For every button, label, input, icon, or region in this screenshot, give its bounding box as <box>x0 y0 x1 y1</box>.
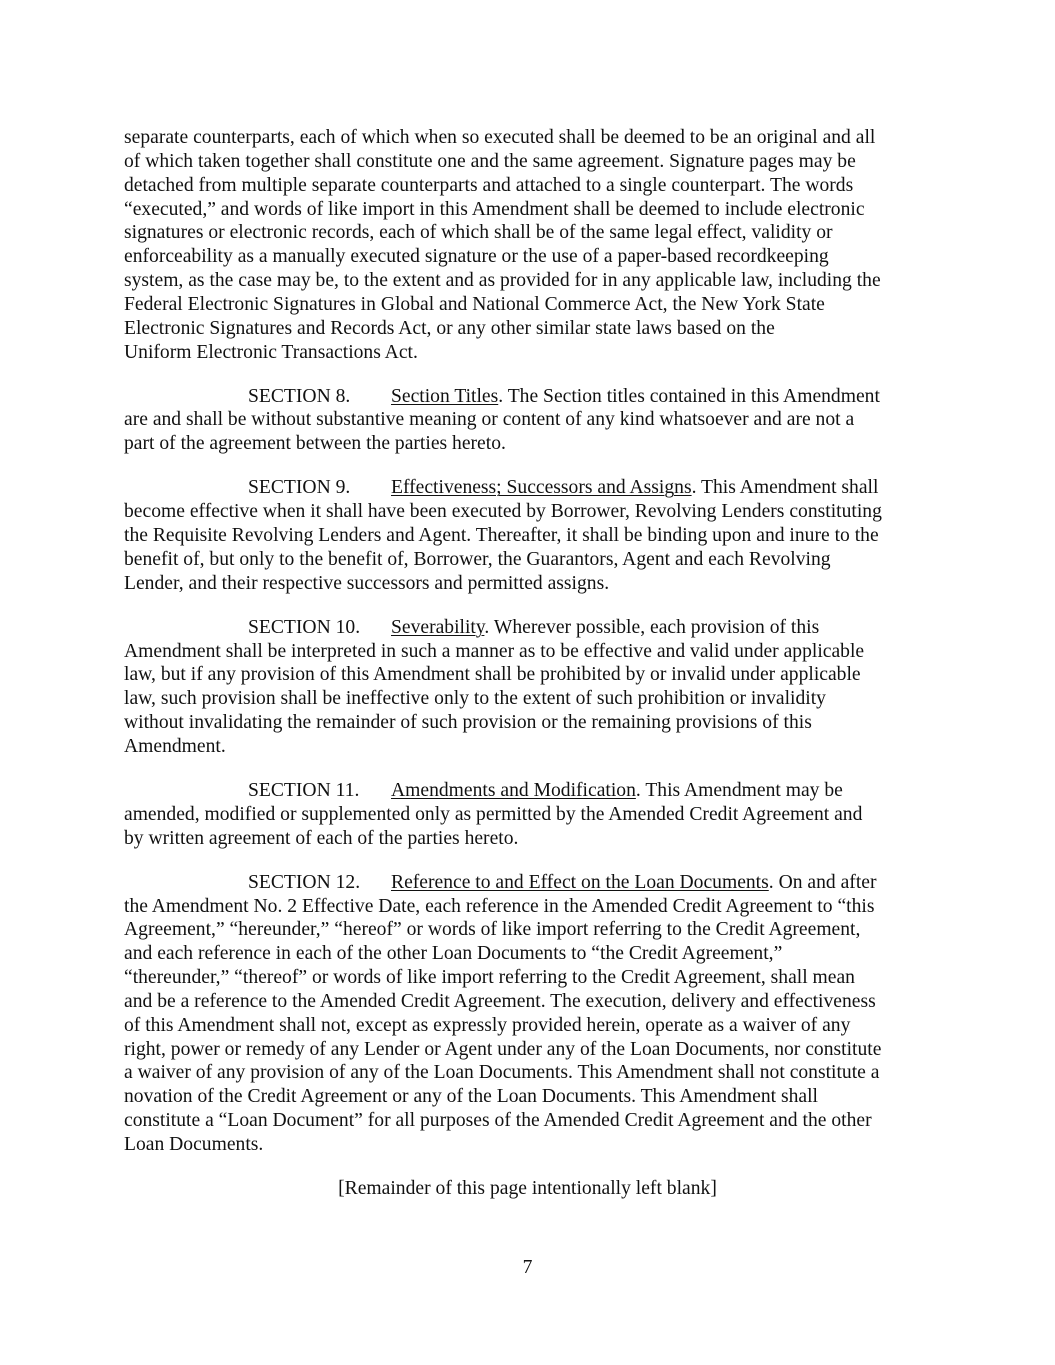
text-line: by written agreement of each of the parties hereto. <box>124 827 519 849</box>
text-line: constitute a “Loan Document” for all purposes of the Amended Credit Agreement and the other <box>124 1110 872 1132</box>
text-line: Electronic Signatures and Records Act, or any other similar state laws based on the <box>124 317 775 339</box>
text-line: Federal Electronic Signatures in Global and National Commerce Act, the New York State <box>124 293 825 315</box>
text-line: the Amendment No. 2 Effective Date, each reference in the Amended Credit Agreement to “this <box>124 895 875 917</box>
text-line: of which taken together shall constitute one and the same agreement. Signature pages may be <box>124 150 856 172</box>
text-line: Amendment. <box>124 735 226 757</box>
section-heading-text <box>391 476 878 500</box>
section-first-line-text: . This Amendment may be <box>635 780 843 801</box>
text-line: the Requisite Revolving Lenders and Agent. Thereafter, it shall be binding upon and inure to the <box>124 525 879 547</box>
text-line: of this Amendment shall not, except as expressly provided herein, operate as a waiver of any <box>124 1014 851 1036</box>
section-number: SECTION 11. <box>248 780 360 801</box>
section-number: SECTION 9. <box>248 477 351 499</box>
sections-container <box>124 385 936 1157</box>
page-number: 7 <box>522 1257 533 1278</box>
text-line: novation of the Credit Agreement or any of the Loan Documents. This Amendment shall <box>124 1086 818 1108</box>
section-heading-text <box>391 779 843 803</box>
text-line: a waiver of any provision of any of the Loan Documents. This Amendment shall not constitute a <box>124 1062 880 1084</box>
section-number: SECTION 12. <box>248 871 361 893</box>
intro-paragraph <box>124 126 936 364</box>
text-line: become effective when it shall have been executed by Borrower, Revolving Lenders constituting <box>124 501 882 523</box>
section-title: Amendments and Modification <box>391 780 636 801</box>
text-line: Amendment shall be interpreted in such a manner as to be effective and valid under applicable <box>124 640 865 662</box>
text-line: Uniform Electronic Transactions Act. <box>124 341 418 363</box>
section-paragraph <box>124 871 936 1157</box>
section-heading-text <box>391 616 819 640</box>
section-first-line-text: . Wherever possible, each provision of this <box>484 616 820 638</box>
text-line: Lender, and their respective successors and permitted assigns. <box>124 572 610 594</box>
text-line: Agreement,” “hereunder,” “hereof” or words of like import referring to the Credit Agreement, <box>124 919 861 941</box>
text-line: signatures or electronic records, each of which shall be of the same legal effect, validity or <box>124 222 833 244</box>
section-heading-line <box>124 779 936 803</box>
text-line: system, as the case may be, to the extent and as provided for in any applicable law, including the <box>124 270 881 292</box>
text-line: right, power or remedy of any Lender or Agent under any of the Loan Documents, nor constitute <box>124 1038 882 1060</box>
section-title: Section Titles <box>391 385 499 407</box>
section-paragraph <box>124 616 936 759</box>
section-heading-text <box>391 385 880 409</box>
text-line: are and shall be without substantive meaning or content of any kind whatsoever and are not a <box>124 409 855 431</box>
text-line: detached from multiple separate counterparts and attached to a single counterpart. The words <box>124 174 854 196</box>
section-title: Effectiveness; Successors and Assigns <box>391 477 692 499</box>
remainder-note: [Remainder of this page intentionally left blank] <box>338 1178 717 1199</box>
text-line: “thereunder,” “thereof” or words of like import referring to the Credit Agreement, shall mean <box>124 967 855 989</box>
section-number: SECTION 10. <box>248 616 361 638</box>
section-title: Reference to and Effect on the Loan Documents <box>391 871 769 893</box>
text-line: without invalidating the remainder of such provision or the remaining provisions of this <box>124 712 812 734</box>
section-paragraph <box>124 779 936 851</box>
section-heading-line <box>124 476 936 500</box>
text-line: amended, modified or supplemented only as permitted by the Amended Credit Agreement and <box>124 803 863 825</box>
section-paragraph <box>124 385 936 457</box>
text-line: part of the agreement between the parties hereto. <box>124 433 506 455</box>
section-first-line-text: . On and after <box>768 871 877 893</box>
text-line: and be a reference to the Amended Credit Agreement. The execution, delivery and effectiveness <box>124 990 876 1012</box>
text-line: law, such provision shall be ineffective only to the extent of such prohibition or invalidity <box>124 688 826 710</box>
section-heading-line <box>124 616 936 640</box>
text-line: Loan Documents. <box>124 1134 264 1155</box>
section-heading-text <box>391 871 876 895</box>
text-line: separate counterparts, each of which when so executed shall be deemed to be an original and all <box>124 127 876 148</box>
text-line: law, but if any provision of this Amendment shall be prohibited by or invalid under applicable <box>124 664 861 686</box>
section-title: Severability <box>391 616 485 638</box>
text-line: enforceability as a manually executed signature or the use of a paper-based recordkeeping <box>124 246 829 268</box>
text-line: “executed,” and words of like import in this Amendment shall be deemed to include electronic <box>124 198 865 220</box>
text-line: benefit of, but only to the benefit of, Borrower, the Guarantors, Agent and each Revolving <box>124 548 831 570</box>
section-first-line-text: . The Section titles contained in this Amendment <box>498 385 880 407</box>
section-first-line-text: . This Amendment shall <box>691 477 879 499</box>
text-line: and each reference in each of the other Loan Documents to “the Credit Agreement,” <box>124 943 783 965</box>
document-page <box>124 126 936 1177</box>
section-heading-line <box>124 871 936 895</box>
section-heading-line <box>124 385 936 409</box>
section-number: SECTION 8. <box>248 385 351 407</box>
section-paragraph <box>124 476 936 595</box>
